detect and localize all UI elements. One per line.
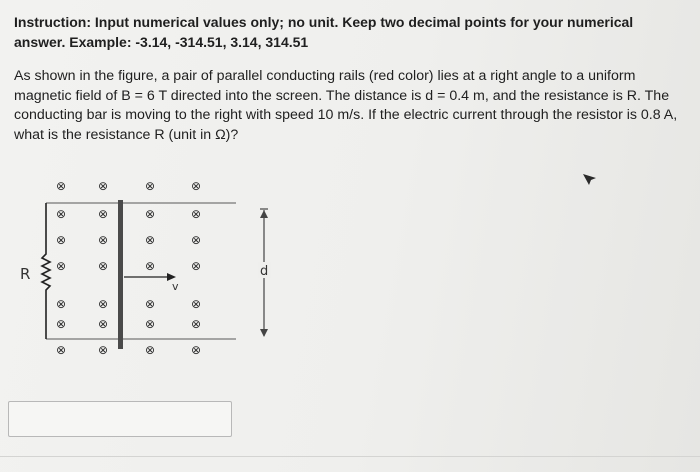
field-into-screen-icon: ⊗ bbox=[55, 179, 67, 193]
field-into-screen-icon: ⊗ bbox=[97, 317, 109, 331]
field-into-screen-icon: ⊗ bbox=[144, 343, 156, 357]
circuit-figure bbox=[0, 176, 300, 376]
magnetic-field-symbols bbox=[56, 179, 201, 357]
field-into-screen-icon: ⊗ bbox=[190, 297, 202, 311]
velocity-label: v bbox=[172, 280, 179, 293]
field-into-screen-icon: ⊗ bbox=[144, 179, 156, 193]
field-into-screen-icon: ⊗ bbox=[144, 207, 156, 221]
resistor-wire bbox=[42, 203, 50, 339]
resistor-label: R bbox=[20, 265, 31, 283]
field-into-screen-icon: ⊗ bbox=[144, 233, 156, 247]
field-into-screen-icon: ⊗ bbox=[97, 179, 109, 193]
field-into-screen-icon: ⊗ bbox=[190, 207, 202, 221]
field-into-screen-icon: ⊗ bbox=[190, 233, 202, 247]
conducting-bar bbox=[118, 200, 123, 349]
distance-arrow-bottom bbox=[260, 329, 268, 337]
field-into-screen-icon: ⊗ bbox=[55, 297, 67, 311]
distance-arrow-top bbox=[260, 210, 268, 218]
mouse-pointer-icon bbox=[582, 173, 598, 187]
field-into-screen-icon: ⊗ bbox=[97, 233, 109, 247]
field-into-screen-icon: ⊗ bbox=[144, 297, 156, 311]
field-into-screen-icon: ⊗ bbox=[97, 343, 109, 357]
instruction-text: Instruction: Input numerical values only; no unit. Keep two decimal points for your numerical answer. Example: -3.14, -314.51, 3.14, 314.51 bbox=[14, 14, 634, 50]
page-divider bbox=[0, 456, 700, 457]
answer-input[interactable] bbox=[8, 401, 232, 437]
field-into-screen-icon: ⊗ bbox=[190, 317, 202, 331]
field-into-screen-icon: ⊗ bbox=[55, 233, 67, 247]
field-into-screen-icon: ⊗ bbox=[190, 179, 202, 193]
field-into-screen-icon: ⊗ bbox=[97, 297, 109, 311]
field-into-screen-icon: ⊗ bbox=[190, 343, 202, 357]
distance-label: d bbox=[260, 264, 269, 279]
field-into-screen-icon: ⊗ bbox=[144, 317, 156, 331]
field-into-screen-icon: ⊗ bbox=[55, 259, 67, 273]
field-into-screen-icon: ⊗ bbox=[144, 259, 156, 273]
field-into-screen-icon: ⊗ bbox=[55, 317, 67, 331]
field-into-screen-icon: ⊗ bbox=[97, 207, 109, 221]
field-into-screen-icon: ⊗ bbox=[190, 259, 202, 273]
question-text: As shown in the figure, a pair of parallel conducting rails (red color) lies at a right angle to a uniform magnetic field of B = 6 T directed into the screen. The distance is d = 0.4 m, and the resistance is R. The conducting bar is moving to the right with speed 10 m/s. If the electric current through the resistor is 0.8 A, what is the resistance R (unit in Ω)? bbox=[14, 68, 678, 143]
field-into-screen-icon: ⊗ bbox=[97, 259, 109, 273]
field-into-screen-icon: ⊗ bbox=[55, 207, 67, 221]
field-into-screen-icon: ⊗ bbox=[55, 343, 67, 357]
